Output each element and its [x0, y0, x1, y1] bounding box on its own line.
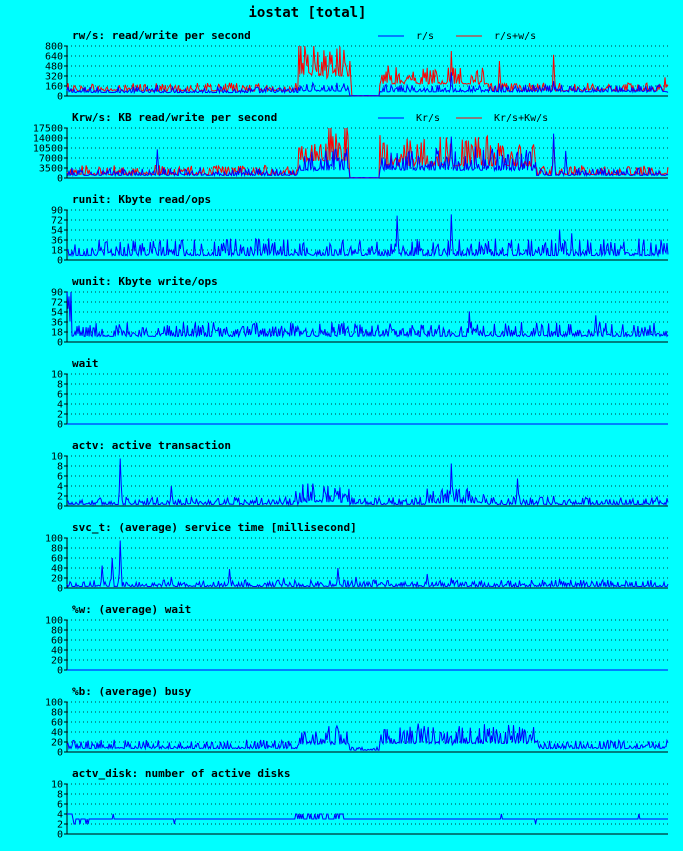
ytick-label-pb-5: 0 — [56, 747, 63, 759]
panel-title-pb: %b: (average) busy — [72, 685, 192, 698]
ytick-label-svc_t-5: 0 — [56, 583, 63, 595]
ytick-label-wunit-5: 0 — [56, 337, 63, 349]
ytick-label-wait-2: 6 — [56, 389, 63, 401]
ytick-label-pw-0: 100 — [44, 615, 63, 627]
ytick-label-rw-4: 160 — [44, 81, 63, 93]
ytick-label-wunit-3: 36 — [50, 317, 63, 329]
ytick-label-wunit-0: 90 — [50, 287, 63, 299]
ytick-label-runit-1: 72 — [50, 215, 63, 227]
ytick-label-wait-5: 0 — [56, 419, 63, 431]
series-line-pb-0 — [67, 724, 668, 751]
panel-title-wait: wait — [72, 357, 99, 370]
panel-title-wunit: wunit: Kbyte write/ops — [72, 275, 218, 288]
series-line-svc_t-0 — [67, 541, 668, 587]
ytick-label-rw-0: 800 — [44, 41, 63, 53]
ytick-label-actv_disk-4: 2 — [56, 819, 63, 831]
legend-label-rw-0: r/s — [416, 31, 435, 42]
panel-title-runit: runit: Kbyte read/ops — [72, 193, 212, 206]
ytick-label-wait-0: 10 — [50, 369, 63, 381]
ytick-label-runit-3: 36 — [50, 235, 63, 247]
ytick-label-actv-5: 0 — [56, 501, 63, 513]
series-line-actv_disk-0 — [67, 814, 668, 824]
ytick-label-actv-4: 2 — [56, 491, 63, 503]
ytick-label-actv_disk-5: 0 — [56, 829, 63, 841]
ytick-label-actv_disk-0: 10 — [50, 779, 63, 791]
panel-title-rw: rw/s: read/write per second — [72, 29, 251, 42]
legend-label-rw-1: r/s+w/s — [494, 31, 537, 42]
ytick-label-pw-5: 0 — [56, 665, 63, 677]
ytick-label-svc_t-1: 80 — [50, 543, 63, 555]
ytick-label-svc_t-0: 100 — [44, 533, 63, 545]
ytick-label-krw-3: 7000 — [38, 153, 63, 165]
ytick-label-runit-4: 18 — [50, 245, 63, 257]
ytick-label-wait-3: 4 — [56, 399, 63, 411]
ytick-label-wunit-4: 18 — [50, 327, 63, 339]
ytick-label-krw-1: 14000 — [32, 133, 63, 145]
legend-label-krw-1: Kr/s+Kw/s — [494, 113, 549, 124]
panel-title-actv_disk: actv_disk: number of active disks — [72, 767, 291, 780]
ytick-label-actv_disk-1: 8 — [56, 789, 63, 801]
ytick-label-pw-2: 60 — [50, 635, 63, 647]
ytick-label-pw-1: 80 — [50, 625, 63, 637]
ytick-label-rw-1: 640 — [44, 51, 63, 63]
ytick-label-rw-3: 320 — [44, 71, 63, 83]
panel-title-pw: %w: (average) wait — [72, 603, 192, 616]
ytick-label-pb-2: 60 — [50, 717, 63, 729]
ytick-label-svc_t-3: 40 — [50, 563, 63, 575]
ytick-label-wait-1: 8 — [56, 379, 63, 391]
ytick-label-runit-2: 54 — [50, 225, 63, 237]
ytick-label-runit-0: 90 — [50, 205, 63, 217]
legend-label-krw-0: Kr/s — [416, 113, 441, 124]
panel-title-svc_t: svc_t: (average) service time [millisecond] — [72, 521, 357, 534]
ytick-label-pb-1: 80 — [50, 707, 63, 719]
ytick-label-wunit-1: 72 — [50, 297, 63, 309]
ytick-label-runit-5: 0 — [56, 255, 63, 267]
ytick-label-svc_t-2: 60 — [50, 553, 63, 565]
ytick-label-rw-5: 0 — [56, 91, 63, 103]
ytick-label-wunit-2: 54 — [50, 307, 63, 319]
ytick-label-actv-3: 4 — [56, 481, 63, 493]
ytick-label-wait-4: 2 — [56, 409, 63, 421]
panel-title-actv: actv: active transaction — [72, 439, 231, 452]
ytick-label-pw-3: 40 — [50, 645, 63, 657]
ytick-label-pw-4: 20 — [50, 655, 63, 667]
ytick-label-pb-3: 40 — [50, 727, 63, 739]
ytick-label-pb-4: 20 — [50, 737, 63, 749]
panel-title-krw: Krw/s: KB read/write per second — [72, 111, 278, 124]
series-line-runit-0 — [67, 214, 668, 255]
report-title: iostat [total] — [248, 5, 367, 21]
ytick-label-rw-2: 480 — [44, 61, 63, 73]
ytick-label-krw-4: 3500 — [38, 163, 63, 175]
series-line-wunit-0 — [67, 292, 668, 336]
ytick-label-krw-0: 17500 — [32, 123, 63, 135]
ytick-label-krw-5: 0 — [56, 173, 63, 185]
series-line-actv-0 — [67, 459, 668, 505]
ytick-label-actv_disk-3: 4 — [56, 809, 63, 821]
ytick-label-svc_t-4: 20 — [50, 573, 63, 585]
ytick-label-actv-0: 10 — [50, 451, 63, 463]
ytick-label-actv_disk-2: 6 — [56, 799, 63, 811]
ytick-label-actv-1: 8 — [56, 461, 63, 473]
ytick-label-pb-0: 100 — [44, 697, 63, 709]
ytick-label-actv-2: 6 — [56, 471, 63, 483]
ytick-label-krw-2: 10500 — [32, 143, 63, 155]
